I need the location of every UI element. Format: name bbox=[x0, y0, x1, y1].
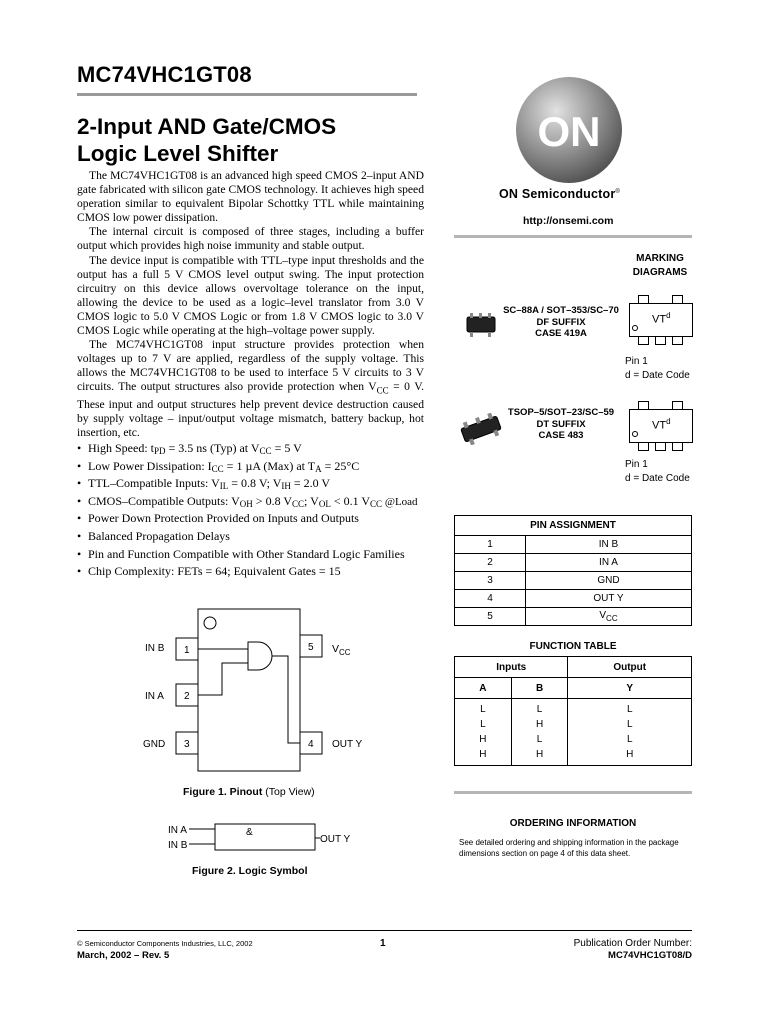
logic-label-in-b: IN B bbox=[168, 840, 188, 851]
ordering-info-title: ORDERING INFORMATION bbox=[509, 818, 637, 829]
col-b-values: L H L H bbox=[511, 699, 568, 766]
intro-paragraph-3: The device input is compatible with TTL–type input thresholds and the output has a full 5 V CMOS level output swing. The input protection circuitry on this device allows overvoltage tolerance on the input, allowing the device to be used as a logic–level translator from 3.0 V CMOS logic to 5.0 V CMOS Logic or from 1.8 V CMOS logic to 3.0 V CMOS Logic while operating at the high–voltage power supply. bbox=[77, 253, 424, 338]
pin-number-3: 3 bbox=[184, 739, 190, 750]
feature-item-speed: • High Speed: $t_{PD} = 3.5$ ns (Typ) at $V_{CC} = 5$ V bbox=[77, 440, 457, 458]
table-row: 4 OUT Y bbox=[455, 590, 692, 608]
website-link[interactable]: http://onsemi.com bbox=[523, 215, 614, 227]
pin-label-vcc: $V_{CC}$ bbox=[332, 643, 351, 657]
figure-1-caption: Figure 1. Pinout (Top View) bbox=[183, 786, 315, 798]
function-table bbox=[454, 656, 692, 766]
logic-label-in-a: IN A bbox=[168, 825, 187, 836]
intro-paragraph-4 bbox=[77, 338, 424, 440]
pin-label-in-a: IN A bbox=[145, 691, 164, 702]
revision-date: March, 2002 – Rev. 5 bbox=[77, 950, 170, 961]
page-number: 1 bbox=[380, 938, 386, 949]
logic-label-out-y: OUT Y bbox=[320, 834, 351, 845]
feature-item-cmos: • CMOS–Compatible Outputs: $V_{OH} > 0.8$ $V_{CC}$; $V_{OL} < 0.1$ $V_{CC}$ @Load bbox=[77, 493, 457, 511]
pin1-indicator bbox=[204, 617, 216, 629]
and-gate-symbol bbox=[248, 642, 272, 670]
pinout-diagram bbox=[140, 605, 380, 780]
function-table-title: FUNCTION TABLE bbox=[529, 641, 617, 652]
copyright-notice: © Semiconductor Components Industries, LLC, 2002 bbox=[77, 939, 253, 948]
feature-list bbox=[77, 440, 457, 581]
pin-label-out-y: OUT Y bbox=[332, 739, 363, 750]
marking-note-tsop5: Pin 1 d = Date Code bbox=[625, 459, 690, 484]
footer-rule bbox=[77, 930, 692, 931]
feature-item-ttl: • TTL–Compatible Inputs: $V_{IL} = 0.8$ V; $V_{IH} = 2.0$ V bbox=[77, 475, 457, 493]
package-sc88a-description: SC–88A / SOT–353/SC–70 DF SUFFIX CASE 419A bbox=[503, 305, 619, 339]
logic-symbol-box bbox=[215, 824, 315, 850]
pin-assignment-title: PIN ASSIGNMENT bbox=[455, 516, 692, 536]
feature-item-power-down: • Power Down Protection Provided on Inputs and Outputs bbox=[77, 510, 457, 528]
pin-label-gnd: GND bbox=[143, 739, 166, 750]
title-line-1: 2-Input AND Gate/CMOS bbox=[77, 114, 337, 139]
logo-text: ON bbox=[537, 108, 601, 155]
feature-item-compatible: • Pin and Function Compatible with Other Standard Logic Families bbox=[77, 546, 457, 564]
intro-paragraph-1: The MC74VHC1GT08 is an advanced high speed CMOS 2–input AND gate fabricated with silicon gate CMOS technology. It achieves high speed operation similar to equivalent Bipolar Schottky TTL while maintaining CMOS low power dissipation. bbox=[77, 169, 424, 225]
package-outline bbox=[198, 609, 300, 771]
output-header: Output bbox=[568, 657, 692, 678]
ordering-info-text: See detailed ordering and shipping information in the package dimensions section on page 4 of this data sheet. bbox=[459, 838, 679, 858]
title-rule bbox=[77, 93, 417, 96]
marking-box-sc88a: $VT^d$ bbox=[629, 303, 693, 337]
marking-note-sc88a: Pin 1 d = Date Code bbox=[625, 356, 690, 381]
table-row: 3 GND bbox=[455, 572, 692, 590]
table-row: 2 IN A bbox=[455, 554, 692, 572]
table-row: 5 $V_{CC}$ bbox=[455, 608, 692, 626]
col-y-header: Y bbox=[568, 678, 692, 699]
section-divider bbox=[454, 791, 692, 794]
pin-label-in-b: IN B bbox=[145, 643, 165, 654]
marking-box-tsop5: $VT^d$ bbox=[629, 409, 693, 443]
pin-number-1: 1 bbox=[184, 645, 190, 656]
table-row: 1 IN B bbox=[455, 536, 692, 554]
intro-paragraph-2: The internal circuit is composed of three stages, including a buffer output which provides high noise immunity and stable output. bbox=[77, 225, 424, 253]
table-row bbox=[455, 699, 692, 766]
col-y-values: L L L H bbox=[568, 699, 692, 766]
pin-number-5: 5 bbox=[308, 642, 314, 653]
col-b-header: B bbox=[511, 678, 568, 699]
feature-item-complexity: • Chip Complexity: FETs = 64; Equivalent Gates = 15 bbox=[77, 563, 457, 581]
figure-2-caption: Figure 2. Logic Symbol bbox=[192, 865, 308, 877]
intro-p4-text-b: = 0 V. These input and output structures help prevent device destruction caused by supply voltage – input/output voltage mismatch, battery backup, hot insertion, etc. bbox=[77, 380, 424, 439]
brand-name: ON Semiconductor® bbox=[499, 187, 621, 201]
title-line-2: Logic Level Shifter bbox=[77, 141, 279, 166]
publication-number: MC74VHC1GT08/D bbox=[608, 950, 692, 961]
intro-p4-text-a: The MC74VHC1GT08 input structure provides protection when voltages up to 7 V are applied, regardless of the supply voltage. This allows the MC74VHC1GT08 to be used to interface 5 V circuits to 3 V circuits. The output structures also provide protection when V bbox=[77, 338, 424, 394]
page-title bbox=[77, 113, 437, 167]
inputs-header: Inputs bbox=[455, 657, 568, 678]
pin-assignment-table bbox=[454, 515, 692, 626]
logic-and-symbol: & bbox=[246, 827, 253, 838]
package-tsop5-description: TSOP–5/SOT–23/SC–59 DT SUFFIX CASE 483 bbox=[507, 407, 615, 441]
col-a-header: A bbox=[455, 678, 512, 699]
publication-label: Publication Order Number: bbox=[573, 938, 692, 949]
part-number-heading: MC74VHC1GT08 bbox=[77, 62, 252, 87]
feature-item-delays: • Balanced Propagation Delays bbox=[77, 528, 457, 546]
col-a-values: L L H H bbox=[455, 699, 512, 766]
intro-p4-sub: CC bbox=[376, 385, 389, 396]
marking-diagrams-title: MARKING DIAGRAMS bbox=[632, 253, 688, 278]
pin-number-2: 2 bbox=[184, 691, 190, 702]
pin-number-4: 4 bbox=[308, 739, 314, 750]
section-divider bbox=[454, 235, 692, 238]
intro-text bbox=[77, 169, 424, 440]
on-semiconductor-logo bbox=[515, 76, 623, 184]
feature-item-power: • Low Power Dissipation: $I_{CC} = 1$ µA (Max) at $T_A = 25^\circ C$ bbox=[77, 458, 457, 476]
logic-symbol-diagram bbox=[160, 818, 360, 858]
